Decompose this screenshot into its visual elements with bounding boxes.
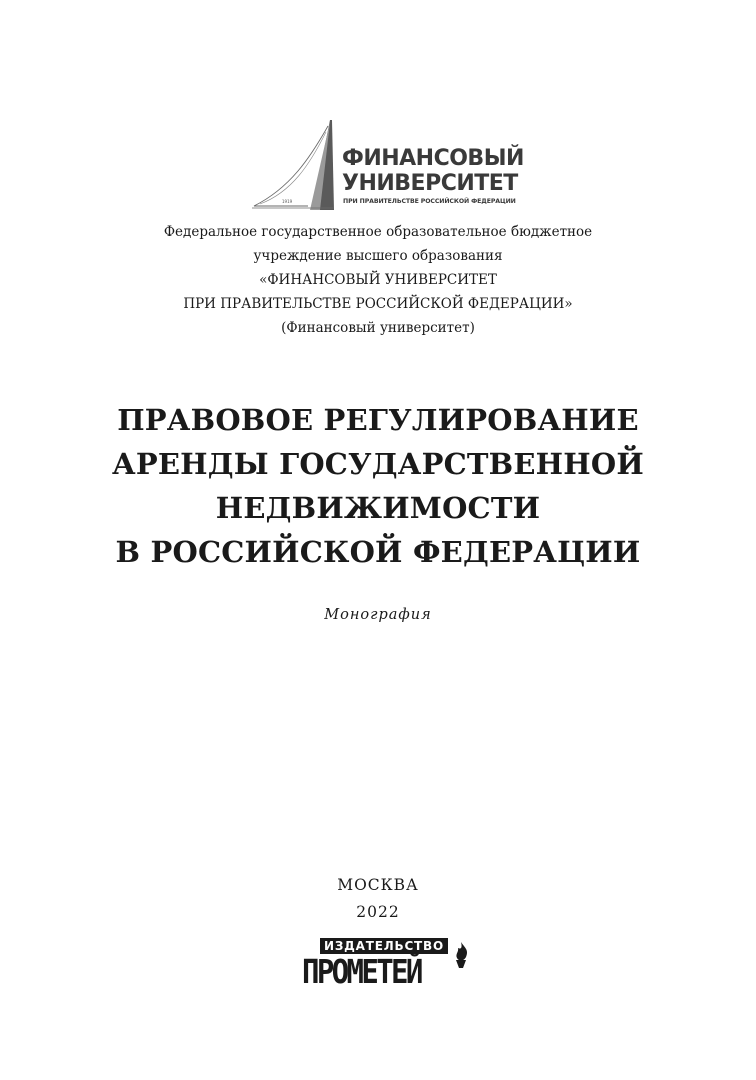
- institution-line: «ФИНАНСОВЫЙ УНИВЕРСИТЕТ: [259, 272, 497, 288]
- publisher-name: ПРОМЕТЕЙ: [302, 952, 421, 991]
- title-line: В РОССИЙСКОЙ ФЕДЕРАЦИИ: [115, 535, 641, 569]
- flame-torch-icon: [450, 940, 472, 970]
- title-line: АРЕНДЫ ГОСУДАРСТВЕННОЙ: [112, 447, 644, 481]
- title-line: ПРАВОВОЕ РЕГУЛИРОВАНИЕ: [117, 403, 639, 437]
- logo-line-financial: ФИНАНСОВЫЙ: [342, 146, 524, 171]
- logo-line-government: ПРИ ПРАВИТЕЛЬСТВЕ РОССИЙСКОЙ ФЕДЕРАЦИИ: [343, 198, 516, 205]
- logo-line-university: УНИВЕРСИТЕТ: [342, 171, 518, 196]
- book-title: [0, 398, 756, 574]
- institution-line: Федеральное государственное образовательное бюджетное: [163, 224, 593, 240]
- institution-line: (Финансовый университет): [281, 320, 475, 336]
- institution-block: [0, 220, 756, 340]
- book-genre: Монография: [324, 607, 432, 623]
- publication-city: МОСКВА: [337, 876, 419, 894]
- institution-line: ПРИ ПРАВИТЕЛЬСТВЕ РОССИЙСКОЙ ФЕДЕРАЦИИ»: [183, 296, 573, 312]
- logo-year-mark: 1919: [282, 199, 293, 204]
- publisher-logo: [302, 936, 474, 996]
- publication-year: 2022: [356, 903, 400, 921]
- institution-line: учреждение высшего образования: [253, 248, 503, 264]
- university-logo: [250, 118, 540, 214]
- title-line: НЕДВИЖИМОСТИ: [215, 491, 541, 525]
- publisher-top-label: ИЗДАТЕЛЬСТВО: [320, 938, 448, 954]
- university-sail-icon: [250, 118, 350, 214]
